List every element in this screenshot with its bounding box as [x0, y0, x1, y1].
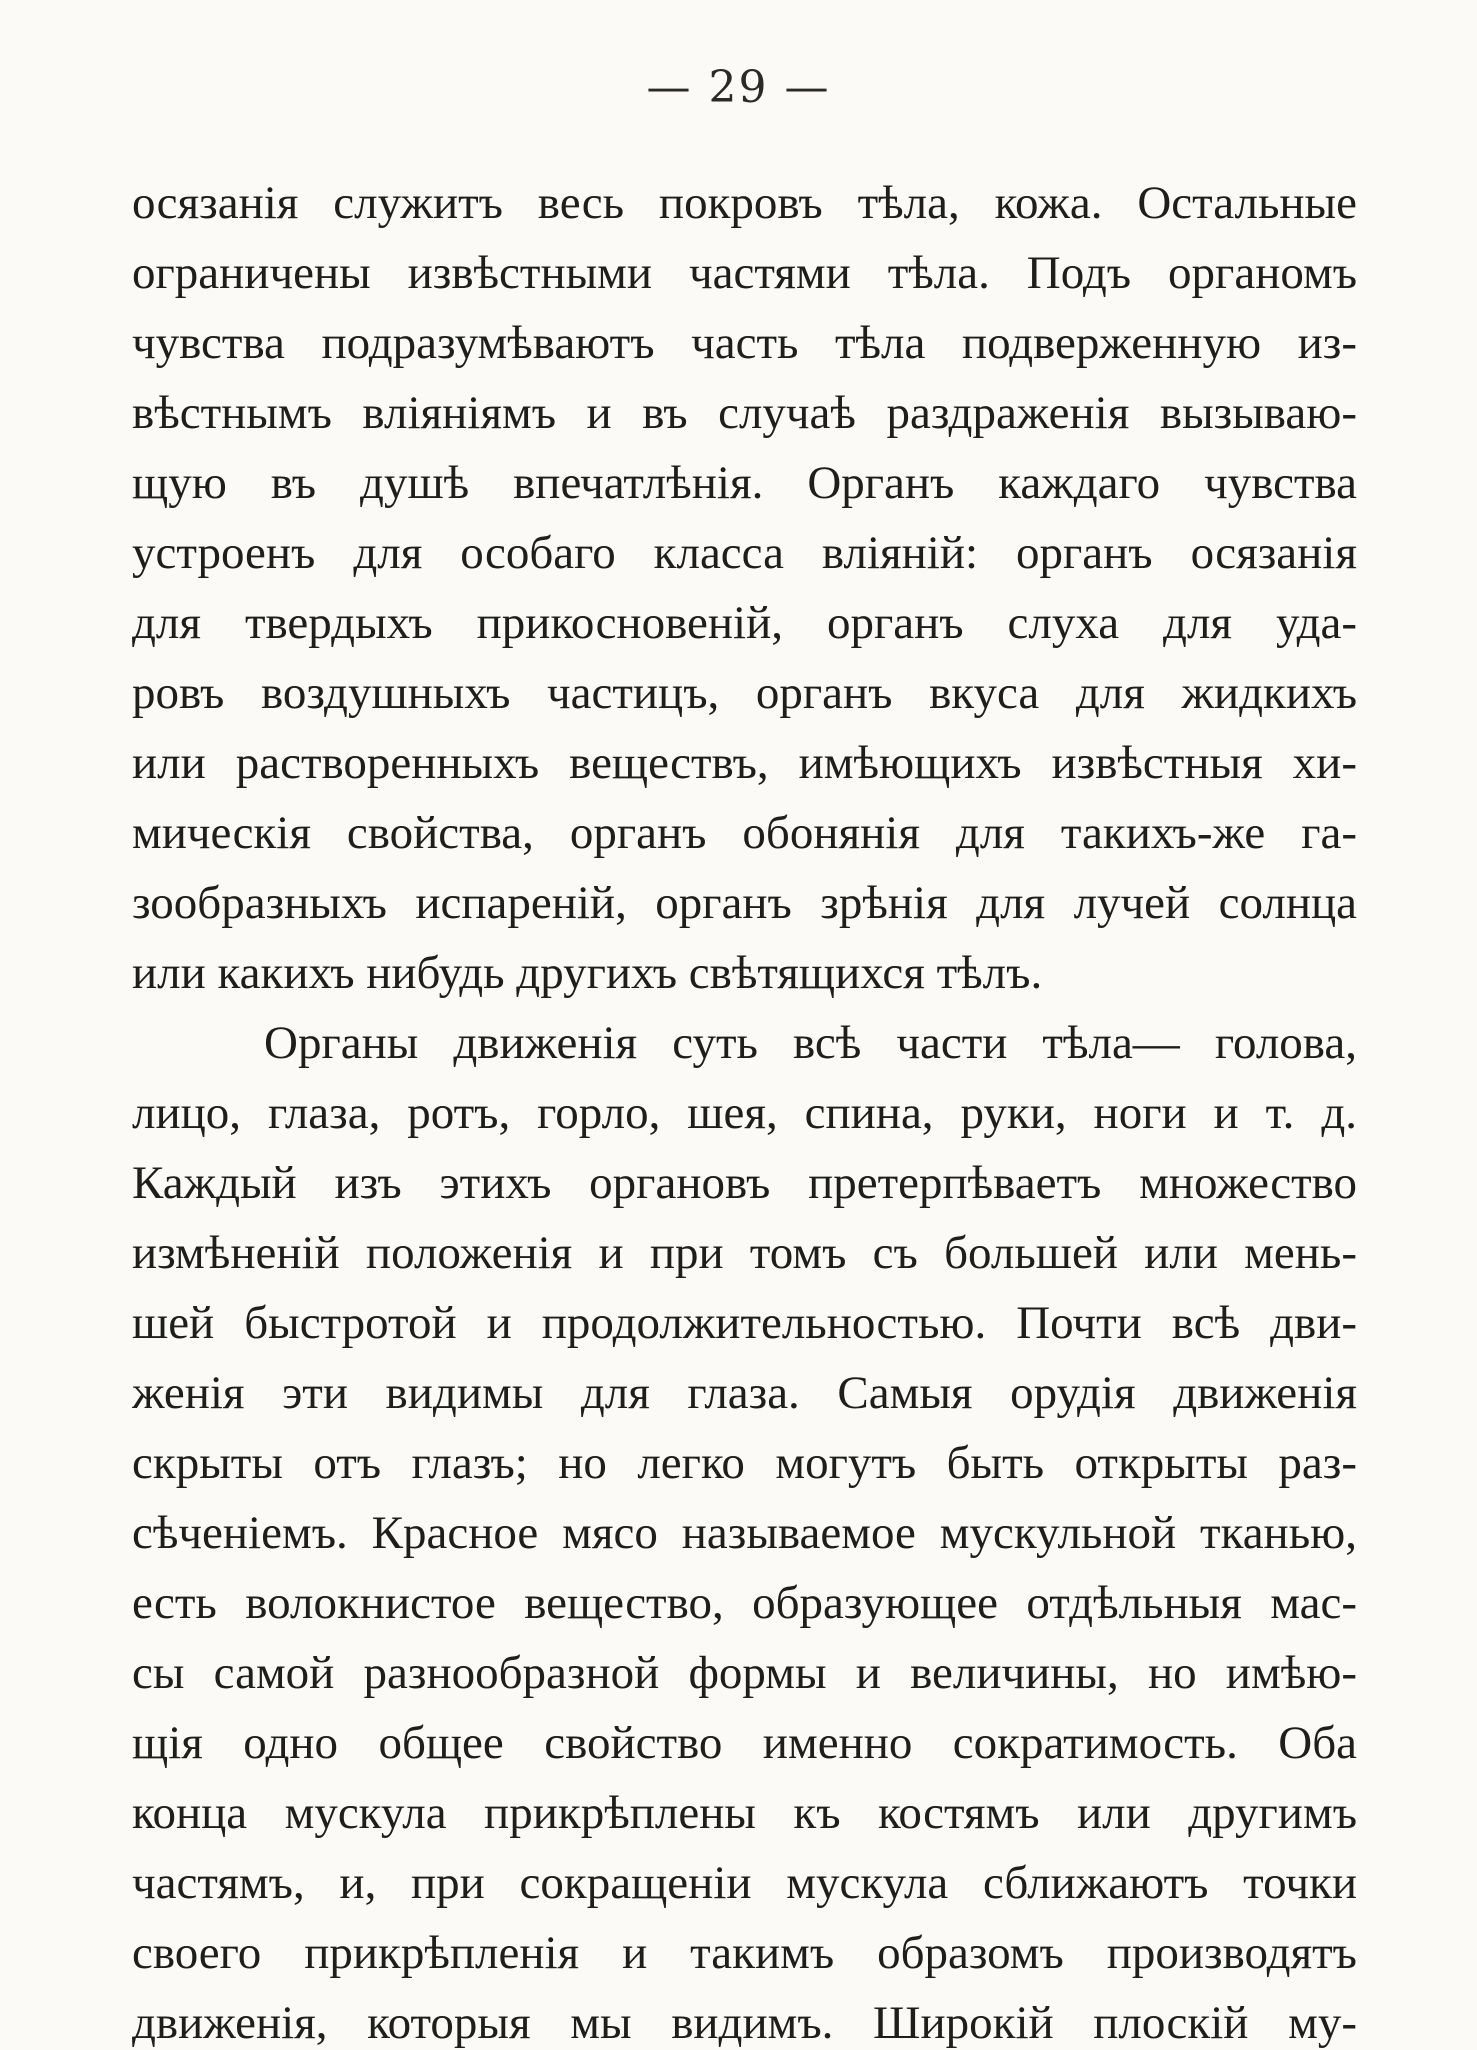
text-line: зообразныхъ испареній, органъ зрѣнія для лучей солнца [132, 877, 1357, 929]
text-line: измѣненій положенія и при томъ съ большей или мень- [132, 1227, 1357, 1279]
text-line: своего прикрѣпленія и такимъ образомъ производятъ [132, 1927, 1357, 1979]
text-line: осязанія служитъ весь покровъ тѣла, кожа. Остальные [132, 177, 1357, 229]
text-line: ограничены извѣстными частями тѣла. Подъ органомъ [132, 247, 1357, 299]
page-number: — 29 — [646, 62, 831, 113]
text-line: сѣченіемъ. Красное мясо называемое мускульной тканью, [132, 1507, 1357, 1559]
paragraph-first-line: Органы движенія суть всѣ части тѣла— голова, [264, 1017, 1357, 1069]
text-line: скрыты отъ глазъ; но легко могутъ быть открыты раз- [132, 1437, 1357, 1489]
text-line: устроенъ для особаго класса вліяній: органъ осязанія [132, 527, 1357, 579]
text-line: сы самой разнообразной формы и величины, но имѣю- [132, 1647, 1357, 1699]
text-line: щія одно общее свойство именно сократимость. Оба [132, 1717, 1357, 1769]
text-line: или растворенныхъ веществъ, имѣющихъ извѣстныя хи- [132, 737, 1357, 789]
text-line: для твердыхъ прикосновеній, органъ слуха для уда- [132, 597, 1357, 649]
text-line: лицо, глаза, ротъ, горло, шея, спина, руки, ноги и т. д. [132, 1087, 1357, 1139]
body-text [132, 168, 1357, 2050]
text-line: ровъ воздушныхъ частицъ, органъ вкуса для жидкихъ [132, 667, 1357, 719]
text-line: конца мускула прикрѣплены къ костямъ или другимъ [132, 1787, 1357, 1839]
text-line: частямъ, и, при сокращеніи мускула сближаютъ точки [132, 1857, 1357, 1909]
text-line: или какихъ нибудь другихъ свѣтящихся тѣлъ. [132, 947, 1043, 999]
text-line: вѣстнымъ вліяніямъ и въ случаѣ раздраженія вызываю- [132, 387, 1357, 439]
text-line: шей быстротой и продолжительностью. Почти всѣ дви- [132, 1297, 1357, 1349]
text-line: движенія, которыя мы видимъ. Широкій плоскій му- [132, 1997, 1357, 2049]
text-line: женія эти видимы для глаза. Самыя орудія движенія [132, 1367, 1357, 1419]
text-line: есть волокнистое вещество, образующее отдѣльныя мас- [132, 1577, 1357, 1629]
text-line: чувства подразумѣваютъ часть тѣла подверженную из- [132, 317, 1357, 369]
text-line: Каждый изъ этихъ органовъ претерпѣваетъ множество [132, 1157, 1357, 1209]
text-line: мическія свойства, органъ обонянія для такихъ-же га- [132, 807, 1357, 859]
text-line: щую въ душѣ впечатлѣнія. Органъ каждаго чувства [132, 457, 1357, 509]
